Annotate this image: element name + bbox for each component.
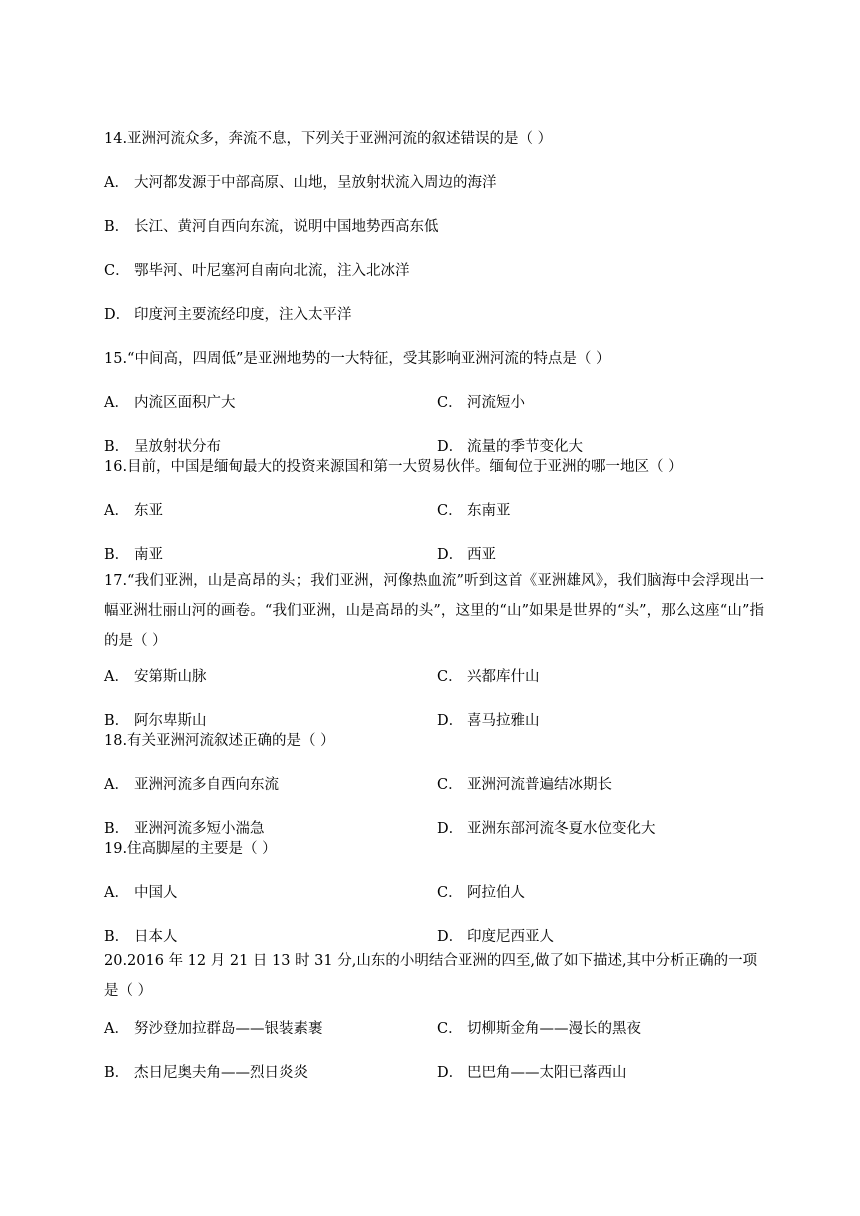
option-letter: C． <box>437 503 463 519</box>
option-letter: A． <box>104 885 129 901</box>
question-14-option-a <box>104 172 497 194</box>
option-text: 兴都库什山 <box>467 669 540 685</box>
option-text: 杰日尼奥夫角——烈日炎炎 <box>134 1065 308 1081</box>
option-text: 东亚 <box>134 503 163 519</box>
option-text: 大河都发源于中部高原、山地，呈放射状流入周边的海洋 <box>134 175 497 191</box>
question-18-option-a <box>104 774 279 796</box>
option-letter: D． <box>437 439 464 455</box>
option-letter: D． <box>437 547 464 563</box>
question-20-option-a <box>104 1018 323 1040</box>
question-18-option-d <box>437 818 656 840</box>
option-text: 巴巴角——太阳已落西山 <box>467 1065 627 1081</box>
option-letter: C． <box>437 669 463 685</box>
option-letter: A． <box>104 777 129 793</box>
question-20-option-c <box>437 1018 641 1040</box>
question-14-option-c <box>104 260 410 282</box>
option-letter: B． <box>104 1065 130 1081</box>
option-text: 阿尔卑斯山 <box>134 713 207 729</box>
option-text: 日本人 <box>134 929 178 945</box>
question-20-option-b <box>104 1062 308 1084</box>
question-16-stem: 16.目前，中国是缅甸最大的投资来源国和第一大贸易伙伴。缅甸位于亚洲的哪一地区（ ） <box>104 459 683 475</box>
question-18-option-c <box>437 774 612 796</box>
question-17-option-a <box>104 666 207 688</box>
question-19-option-b <box>104 926 178 948</box>
question-15-option-b <box>104 436 221 458</box>
option-text: 阿拉伯人 <box>467 885 525 901</box>
option-text: 喜马拉雅山 <box>467 713 540 729</box>
question-20-stem: 20.2016 年 12 月 21 日 13 时 31 分,山东的小明结合亚洲的四至,做了如下描述,其中分析正确的一项是（ ） <box>104 953 758 999</box>
option-letter: A． <box>104 503 129 519</box>
question-20-option-d <box>437 1062 627 1084</box>
question-19-option-c <box>437 882 525 904</box>
option-letter: B． <box>104 219 130 235</box>
option-letter: B． <box>104 713 130 729</box>
question-19-stem: 19.住高脚屋的主要是（ ） <box>104 841 277 857</box>
option-text: 西亚 <box>467 547 496 563</box>
option-text: 努沙登加拉群岛——银装素裹 <box>134 1021 323 1037</box>
option-text: 亚洲东部河流冬夏水位变化大 <box>467 821 656 837</box>
question-15-stem: 15.“中间高，四周低”是亚洲地势的一大特征，受其影响亚洲河流的特点是（ ） <box>104 351 611 367</box>
question-18-option-b <box>104 818 265 840</box>
option-letter: C． <box>437 885 463 901</box>
option-text: 印度河主要流经印度，注入太平洋 <box>134 307 352 323</box>
option-letter: B． <box>104 547 130 563</box>
question-14-stem: 14.亚洲河流众多，奔流不息，下列关于亚洲河流的叙述错误的是（ ） <box>104 131 553 147</box>
question-15-option-d <box>437 436 583 458</box>
question-14-option-b <box>104 216 439 238</box>
question-18-stem: 18.有关亚洲河流叙述正确的是（ ） <box>104 733 335 749</box>
question-14-option-d <box>104 304 352 326</box>
option-text: 河流短小 <box>467 395 525 411</box>
question-17-option-c <box>437 666 540 688</box>
question-16-option-b <box>104 544 163 566</box>
option-text: 鄂毕河、叶尼塞河自南向北流，注入北冰洋 <box>134 263 410 279</box>
option-letter: A． <box>104 1021 129 1037</box>
question-17-option-b <box>104 710 207 732</box>
option-text: 呈放射状分布 <box>134 439 221 455</box>
question-16-option-c <box>437 500 511 522</box>
question-17-stem: 17.“我们亚洲，山是高昂的头；我们亚洲，河像热血流”听到这首《亚洲雄风》，我们脑海中会浮现出一幅亚洲壮丽山河的画卷。“我们亚洲，山是高昂的头”，这里的“山”如果是世界的“头”，那么这座“山”指的是（ ） <box>104 573 764 649</box>
question-16-option-a <box>104 500 163 522</box>
option-text: 切柳斯金角——漫长的黑夜 <box>467 1021 641 1037</box>
option-letter: A． <box>104 395 129 411</box>
question-15-option-c <box>437 392 525 414</box>
option-text: 内流区面积广大 <box>134 395 236 411</box>
option-letter: D． <box>437 821 464 837</box>
option-text: 中国人 <box>134 885 178 901</box>
option-text: 东南亚 <box>467 503 511 519</box>
question-19-option-a <box>104 882 178 904</box>
option-letter: B． <box>104 821 130 837</box>
option-text: 亚洲河流多短小湍急 <box>134 821 265 837</box>
option-text: 流量的季节变化大 <box>467 439 583 455</box>
option-text: 亚洲河流多自西向东流 <box>134 777 279 793</box>
option-letter: C． <box>104 263 130 279</box>
option-letter: B． <box>104 929 130 945</box>
question-16-option-d <box>437 544 496 566</box>
option-letter: C． <box>437 1021 463 1037</box>
option-text: 南亚 <box>134 547 163 563</box>
question-15-option-a <box>104 392 236 414</box>
question-19-option-d <box>437 926 554 948</box>
question-17-option-d <box>437 710 540 732</box>
option-letter: C． <box>437 777 463 793</box>
option-text: 亚洲河流普遍结冰期长 <box>467 777 612 793</box>
option-text: 长江、黄河自西向东流，说明中国地势西高东低 <box>134 219 439 235</box>
option-letter: D． <box>437 713 464 729</box>
option-text: 印度尼西亚人 <box>467 929 554 945</box>
option-letter: D． <box>437 929 464 945</box>
option-letter: A． <box>104 175 129 191</box>
option-letter: B． <box>104 439 130 455</box>
option-letter: D． <box>104 307 131 323</box>
option-letter: A． <box>104 669 129 685</box>
option-letter: C． <box>437 395 463 411</box>
option-letter: D． <box>437 1065 464 1081</box>
option-text: 安第斯山脉 <box>134 669 207 685</box>
